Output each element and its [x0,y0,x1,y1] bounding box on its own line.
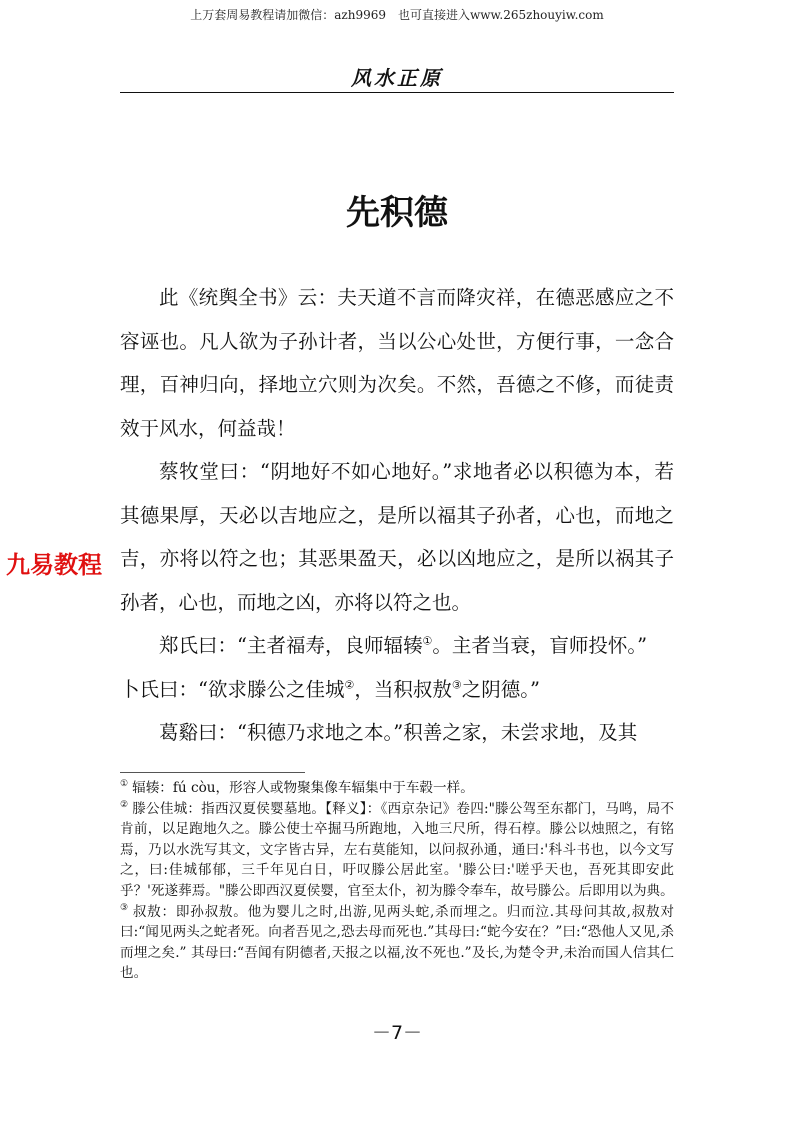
footnote-2 [120,799,674,902]
footnote-mark: ② [120,800,129,811]
page-number: －7－ [371,1022,423,1044]
paragraph-4-text-c: 之阴德。” [461,677,540,701]
footnote-1 [120,778,674,799]
footnote-text: 叔敖：即孙叔敖。他为婴儿之时,出游,见两头蛇,杀而埋之。归而泣.其母问其故,叔敖对曰:“闻见两头之蛇者死。向者吾见之,恐去母而死也.”其母曰:“蛇今安在？”曰:“恐他人又见,杀而埋之矣.” 其母曰:“吾闻有阴德者,天报之以福,汝不死也.”及长,为楚令尹,未治而国人信其仁也。 [120,903,674,982]
footnote-mark: ③ [120,903,129,914]
paragraph-3-text-a: 郑氏曰：“主者福寿，良师辐辏 [159,634,423,657]
footnote-ref-1[interactable]: ① [422,634,433,648]
body-text [120,276,674,755]
footnote-rule [120,772,305,773]
header-rule [120,92,674,93]
paragraph-5: 葛谿曰：“积德乃求地之本。”积善之家，未尝求地，及其 [159,721,638,744]
paragraph-2: 蔡牧堂曰：“阴地好不如心地好。”求地者必以积德为本，若其德果厚，天必以吉地应之，是所以福其子孙者，心也，而地之吉，亦将以符之也；其恶果盈天，必以凶地应之，是所以祸其子孙者，心也，而地之凶，亦将以符之也。 [120,460,674,614]
paragraph-1: 此《统舆全书》云：夫天道不言而降灾祥，在德恶感应之不容诬也。凡人欲为子孙计者，当以公心处世，方便行事，一念合理，百神归向，择地立穴则为次矣。不然，吾德之不修，而徒责效于风水，何益哉！ [120,286,674,440]
paragraph-3 [120,624,674,668]
paragraph-4-text-b: ，当积叔敖 [354,677,452,701]
footnotes [120,778,674,984]
paragraph-4 [120,668,674,712]
footnote-mark: ① [120,779,129,790]
page-title: 先积德 [346,193,448,233]
footnote-ref-3[interactable]: ③ [451,678,462,691]
footnote-text: 辐辏：fú còu，形容人或物聚集像车辐集中于车毂一样。 [132,780,474,796]
footnote-3 [120,902,674,984]
paragraph-4-text-a: 卜氏曰：“欲求滕公之佳城 [120,677,345,701]
paragraph-3-text-b: 。主者当衰，盲师投怀。” [432,634,648,657]
footnote-ref-2[interactable]: ② [344,678,355,691]
running-header: 风水正原 [351,66,443,90]
watermark-logo: 九易教程 [6,551,102,579]
top-notice: 上万套周易教程请加微信：azh9969 也可直接进入www.265zhouyiw.com [190,8,604,22]
footnote-text: 滕公佳城：指西汉夏侯婴墓地。【释义】：《西京杂记》卷四:"滕公驾至东都门，马鸣，局不肯前，以足跑地久之。滕公使士卒掘马所跑地，入地三尺所，得石椁。滕公以烛照之，有铭焉，乃以水洗写其文，文字皆古异，左右莫能知，以问叔孙通，通曰:'科斗书也，以今文写之，曰:佳城郁郁，三千年见白日，吁叹滕公居此室。'滕公曰:'嗟乎天也，吾死其即安此乎？'死遂葬焉。"滕公即西汉夏侯婴，官至太仆，初为滕令奉车，故号滕公。后即用以为典。 [120,800,674,899]
